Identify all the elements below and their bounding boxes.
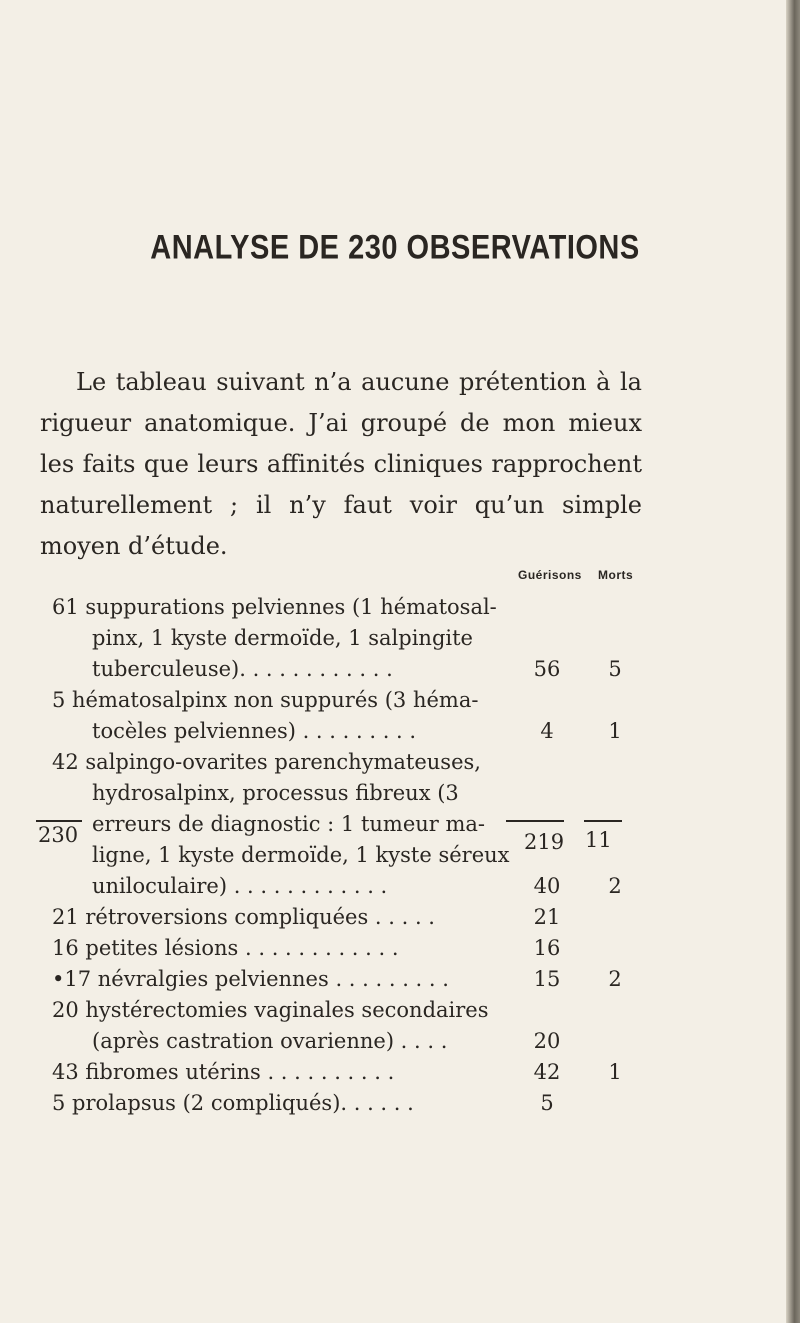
morts-value: 5 — [608, 657, 622, 681]
morts-value: 2 — [608, 874, 622, 898]
morts-value: 2 — [608, 967, 622, 991]
page-title: ANALYSE DE 230 OBSERVATIONS — [150, 229, 640, 267]
row-text: 20 hystérectomies vaginales secondaires — [52, 998, 489, 1022]
intro-paragraph: Le tableau suivant n’a aucune prétention à la rigueur anatomique. J’ai groupé de mon mieux les faits que leurs affinités cliniques rapprochent naturellement ; il n’y faut voir qu’un simple moyen d’étude. — [40, 368, 642, 560]
guerisons-value: 5 — [540, 1091, 554, 1115]
column-header-guerisons: Guérisons — [518, 568, 582, 582]
table-row — [0, 685, 800, 747]
morts-value: 1 — [608, 1060, 622, 1084]
row-text: erreurs de diagnostic : 1 tumeur ma- — [92, 812, 486, 836]
table-row — [0, 592, 800, 685]
row-text: 16 petites lésions . . . . . . . . . . . . — [52, 936, 399, 960]
table-row — [0, 995, 800, 1057]
row-text: ligne, 1 kyste dermoïde, 1 kyste séreux — [92, 843, 510, 867]
guerisons-value: 15 — [533, 967, 561, 991]
guerisons-value: 56 — [533, 657, 561, 681]
guerisons-value: 40 — [533, 874, 561, 898]
table-row — [0, 964, 800, 995]
guerisons-value: 20 — [533, 1029, 561, 1053]
row-text: (après castration ovarienne) . . . . — [92, 1029, 448, 1053]
row-text: tocèles pelviennes) . . . . . . . . . — [92, 719, 417, 743]
table-row — [0, 902, 800, 933]
row-text: uniloculaire) . . . . . . . . . . . . — [92, 874, 388, 898]
row-text: hydrosalpinx, processus fibreux (3 — [92, 781, 459, 805]
row-text: 43 fibromes utérins . . . . . . . . . . — [52, 1060, 395, 1084]
row-text: 61 suppurations pelviennes (1 hématosal- — [52, 595, 497, 619]
row-text: •17 névralgies pelviennes . . . . . . . . . — [52, 967, 449, 991]
guerisons-value: 21 — [533, 905, 561, 929]
observations-table — [0, 592, 800, 1119]
table-row — [0, 1057, 800, 1088]
total-rule-guerisons — [506, 820, 564, 822]
table-row — [0, 1088, 800, 1119]
total-observations: 230 — [38, 823, 79, 847]
row-text: 42 salpingo-ovarites parenchymateuses, — [52, 750, 481, 774]
total-rule-morts — [584, 820, 622, 822]
row-text: pinx, 1 kyste dermoïde, 1 salpingite — [92, 626, 473, 650]
column-header-morts: Morts — [598, 568, 634, 582]
guerisons-value: 4 — [540, 719, 554, 743]
total-morts: 11 — [585, 828, 612, 852]
table-row — [0, 747, 800, 902]
row-text: tuberculeuse). . . . . . . . . . . . — [92, 657, 393, 681]
total-guerisons: 219 — [524, 830, 565, 854]
row-text: 5 hématosalpinx non suppurés (3 héma- — [52, 688, 479, 712]
guerisons-value: 16 — [533, 936, 561, 960]
morts-value: 1 — [608, 719, 622, 743]
total-rule-left — [36, 820, 82, 822]
table-row — [0, 933, 800, 964]
row-text: 21 rétroversions compliquées . . . . . — [52, 905, 435, 929]
row-text: 5 prolapsus (2 compliqués). . . . . . — [52, 1091, 414, 1115]
guerisons-value: 42 — [533, 1060, 561, 1084]
